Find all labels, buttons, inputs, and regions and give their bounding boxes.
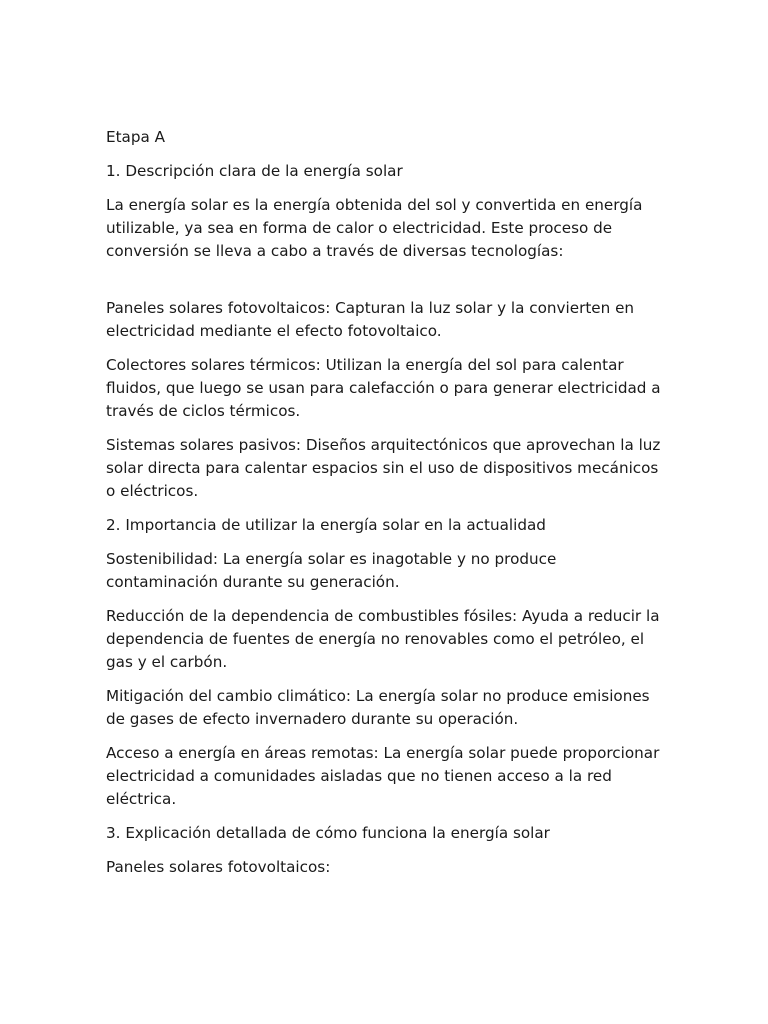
section-3-item-pv: Paneles solares fotovoltaicos: (106, 858, 331, 876)
section-1-item-pv: Paneles solares fotovoltaicos: Capturan la luz solar y la convierten en electricidad mediante el efecto fotovoltaico. (106, 299, 635, 340)
section-2-item-fossil-reduction: Reducción de la dependencia de combustibles fósiles: Ayuda a reducir la dependencia de fuentes de energía no renovables como el petróleo, el gas y el carbón. (106, 607, 660, 671)
section-2-item-sustainability: Sostenibilidad: La energía solar es inagotable y no produce contaminación durante su generación. (106, 550, 557, 591)
section-1-item-passive: Sistemas solares pasivos: Diseños arquitectónicos que aprovechan la luz solar directa para calentar espacios sin el uso de dispositivos mecánicos o eléctricos. (106, 436, 661, 500)
section-1-intro: La energía solar es la energía obtenida del sol y convertida en energía utilizable, ya sea en forma de calor o electricidad. Este proceso de conversión se lleva a cabo a través de diversas tecnologías: (106, 196, 643, 260)
section-3-title: 3. Explicación detallada de cómo funciona la energía solar (106, 824, 550, 842)
section-2-item-climate: Mitigación del cambio climático: La energía solar no produce emisiones de gases de efecto invernadero durante su operación. (106, 687, 650, 728)
section-1-title: 1. Descripción clara de la energía solar (106, 162, 403, 180)
section-2-title: 2. Importancia de utilizar la energía solar en la actualidad (106, 516, 546, 534)
document-heading: Etapa A (106, 128, 166, 146)
section-2-item-remote-access: Acceso a energía en áreas remotas: La energía solar puede proporcionar electricidad a comunidades aisladas que no tienen acceso a la red eléctrica. (106, 744, 660, 808)
document-body (106, 126, 666, 890)
section-1-item-thermal: Colectores solares térmicos: Utilizan la energía del sol para calentar fluidos, que luego se usan para calefacción o para generar electricidad a través de ciclos térmicos. (106, 356, 661, 420)
